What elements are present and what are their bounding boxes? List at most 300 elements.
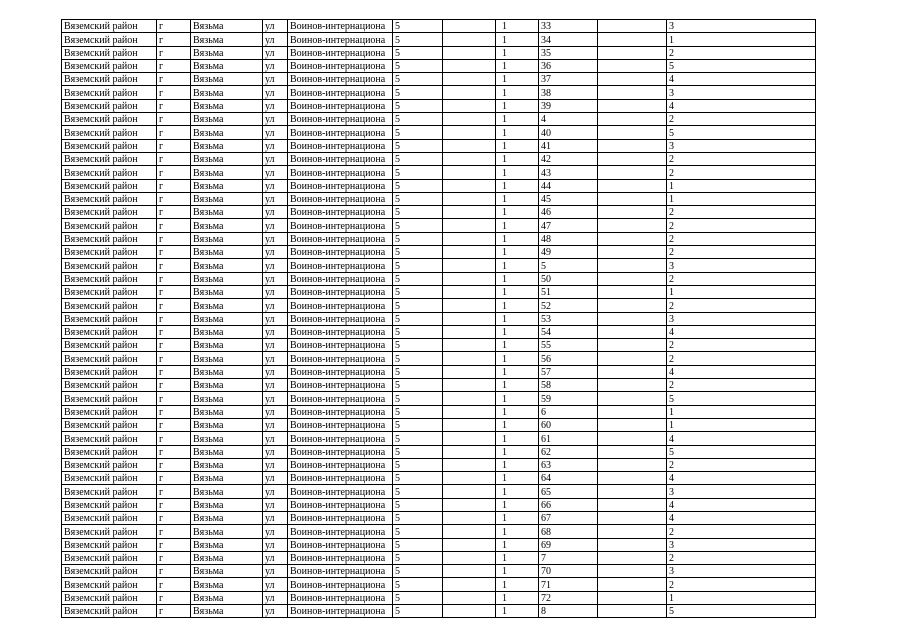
cell-city: Вязьма — [191, 259, 263, 272]
cell-col7 — [443, 432, 496, 445]
cell-col7 — [443, 525, 496, 538]
cell-house: 41 — [539, 139, 598, 152]
cell-city-type: г — [157, 285, 191, 298]
cell-street: Воинов-интернациона — [288, 498, 393, 511]
cell-value: 1 — [667, 285, 816, 298]
cell-col8: 1 — [496, 525, 539, 538]
cell-city-type: г — [157, 179, 191, 192]
cell-col10 — [598, 113, 667, 126]
cell-city: Вязьма — [191, 365, 263, 378]
cell-value: 3 — [667, 86, 816, 99]
cell-city-type: г — [157, 246, 191, 259]
cell-col10 — [598, 192, 667, 205]
cell-col7 — [443, 59, 496, 72]
cell-house: 64 — [539, 472, 598, 485]
cell-col10 — [598, 565, 667, 578]
table-row — [62, 299, 816, 312]
cell-col6: 5 — [393, 179, 443, 192]
cell-col6: 5 — [393, 192, 443, 205]
cell-col7 — [443, 179, 496, 192]
cell-col10 — [598, 73, 667, 86]
cell-col7 — [443, 605, 496, 618]
cell-col6: 5 — [393, 299, 443, 312]
cell-col7 — [443, 339, 496, 352]
cell-street: Воинов-интернациона — [288, 578, 393, 591]
cell-city: Вязьма — [191, 551, 263, 564]
cell-col10 — [598, 365, 667, 378]
cell-value: 2 — [667, 379, 816, 392]
cell-district: Вяземский район — [62, 565, 157, 578]
cell-value: 3 — [667, 139, 816, 152]
cell-city-type: г — [157, 379, 191, 392]
cell-col8: 1 — [496, 259, 539, 272]
cell-col10 — [598, 126, 667, 139]
cell-street: Воинов-интернациона — [288, 272, 393, 285]
cell-street-type: ул — [263, 339, 288, 352]
cell-value: 2 — [667, 46, 816, 59]
cell-district: Вяземский район — [62, 591, 157, 604]
cell-value: 1 — [667, 192, 816, 205]
cell-col6: 5 — [393, 565, 443, 578]
cell-col6: 5 — [393, 551, 443, 564]
cell-col7 — [443, 365, 496, 378]
cell-street-type: ул — [263, 246, 288, 259]
cell-city-type: г — [157, 511, 191, 524]
cell-city: Вязьма — [191, 192, 263, 205]
cell-col6: 5 — [393, 246, 443, 259]
table-row — [62, 472, 816, 485]
cell-street: Воинов-интернациона — [288, 525, 393, 538]
cell-col6: 5 — [393, 445, 443, 458]
cell-city-type: г — [157, 20, 191, 33]
cell-col6: 5 — [393, 458, 443, 471]
cell-col8: 1 — [496, 445, 539, 458]
table-row — [62, 312, 816, 325]
cell-value: 2 — [667, 525, 816, 538]
cell-city: Вязьма — [191, 578, 263, 591]
cell-col6: 5 — [393, 578, 443, 591]
cell-house: 38 — [539, 86, 598, 99]
cell-value: 1 — [667, 33, 816, 46]
cell-house: 69 — [539, 538, 598, 551]
cell-col10 — [598, 20, 667, 33]
cell-col10 — [598, 46, 667, 59]
cell-street: Воинов-интернациона — [288, 99, 393, 112]
cell-district: Вяземский район — [62, 525, 157, 538]
cell-col7 — [443, 99, 496, 112]
cell-street-type: ул — [263, 46, 288, 59]
cell-col10 — [598, 485, 667, 498]
cell-city-type: г — [157, 192, 191, 205]
cell-city-type: г — [157, 46, 191, 59]
cell-house: 7 — [539, 551, 598, 564]
cell-house: 57 — [539, 365, 598, 378]
cell-col8: 1 — [496, 472, 539, 485]
cell-col8: 1 — [496, 485, 539, 498]
cell-col6: 5 — [393, 206, 443, 219]
cell-city: Вязьма — [191, 206, 263, 219]
cell-col8: 1 — [496, 192, 539, 205]
cell-city: Вязьма — [191, 445, 263, 458]
cell-district: Вяземский район — [62, 511, 157, 524]
cell-col8: 1 — [496, 605, 539, 618]
cell-value: 1 — [667, 591, 816, 604]
cell-col6: 5 — [393, 365, 443, 378]
table-row — [62, 365, 816, 378]
cell-col7 — [443, 73, 496, 86]
cell-street-type: ул — [263, 418, 288, 431]
cell-district: Вяземский район — [62, 445, 157, 458]
cell-city-type: г — [157, 259, 191, 272]
cell-city-type: г — [157, 445, 191, 458]
cell-city: Вязьма — [191, 219, 263, 232]
cell-city-type: г — [157, 432, 191, 445]
cell-value: 2 — [667, 339, 816, 352]
cell-district: Вяземский район — [62, 605, 157, 618]
cell-col10 — [598, 445, 667, 458]
cell-col8: 1 — [496, 299, 539, 312]
table-row — [62, 432, 816, 445]
cell-city: Вязьма — [191, 246, 263, 259]
cell-house: 46 — [539, 206, 598, 219]
cell-city-type: г — [157, 392, 191, 405]
cell-col7 — [443, 352, 496, 365]
cell-district: Вяземский район — [62, 59, 157, 72]
cell-col7 — [443, 458, 496, 471]
cell-street: Воинов-интернациона — [288, 405, 393, 418]
cell-city: Вязьма — [191, 166, 263, 179]
cell-city-type: г — [157, 59, 191, 72]
cell-city-type: г — [157, 605, 191, 618]
cell-value: 2 — [667, 113, 816, 126]
cell-col7 — [443, 206, 496, 219]
cell-house: 36 — [539, 59, 598, 72]
table-row — [62, 232, 816, 245]
table-row — [62, 206, 816, 219]
cell-value: 2 — [667, 166, 816, 179]
table-row — [62, 525, 816, 538]
cell-district: Вяземский район — [62, 33, 157, 46]
cell-col10 — [598, 219, 667, 232]
cell-street-type: ул — [263, 312, 288, 325]
cell-col7 — [443, 232, 496, 245]
cell-street: Воинов-интернациона — [288, 485, 393, 498]
cell-city: Вязьма — [191, 418, 263, 431]
cell-col10 — [598, 392, 667, 405]
cell-district: Вяземский район — [62, 485, 157, 498]
cell-city-type: г — [157, 99, 191, 112]
cell-col7 — [443, 538, 496, 551]
cell-value: 5 — [667, 392, 816, 405]
cell-house: 50 — [539, 272, 598, 285]
cell-district: Вяземский район — [62, 325, 157, 338]
cell-city: Вязьма — [191, 299, 263, 312]
cell-district: Вяземский район — [62, 192, 157, 205]
cell-city: Вязьма — [191, 152, 263, 165]
cell-street-type: ул — [263, 591, 288, 604]
table-row — [62, 418, 816, 431]
cell-col7 — [443, 285, 496, 298]
cell-street-type: ул — [263, 232, 288, 245]
cell-col8: 1 — [496, 458, 539, 471]
cell-col10 — [598, 458, 667, 471]
cell-col10 — [598, 472, 667, 485]
cell-col7 — [443, 139, 496, 152]
cell-col7 — [443, 445, 496, 458]
cell-value: 3 — [667, 312, 816, 325]
cell-house: 71 — [539, 578, 598, 591]
cell-col8: 1 — [496, 432, 539, 445]
cell-street: Воинов-интернациона — [288, 418, 393, 431]
table-row — [62, 392, 816, 405]
cell-street-type: ул — [263, 285, 288, 298]
cell-street: Воинов-интернациона — [288, 192, 393, 205]
cell-col6: 5 — [393, 46, 443, 59]
cell-col7 — [443, 46, 496, 59]
cell-city: Вязьма — [191, 405, 263, 418]
table-row — [62, 73, 816, 86]
cell-district: Вяземский район — [62, 20, 157, 33]
table-row — [62, 538, 816, 551]
cell-col7 — [443, 192, 496, 205]
cell-value: 2 — [667, 152, 816, 165]
cell-city: Вязьма — [191, 432, 263, 445]
cell-district: Вяземский район — [62, 312, 157, 325]
cell-city-type: г — [157, 139, 191, 152]
cell-house: 43 — [539, 166, 598, 179]
cell-col7 — [443, 405, 496, 418]
cell-col10 — [598, 525, 667, 538]
cell-col10 — [598, 418, 667, 431]
cell-col8: 1 — [496, 33, 539, 46]
cell-col7 — [443, 246, 496, 259]
cell-house: 5 — [539, 259, 598, 272]
table-row — [62, 259, 816, 272]
cell-city-type: г — [157, 565, 191, 578]
table-row — [62, 59, 816, 72]
cell-house: 40 — [539, 126, 598, 139]
cell-city: Вязьма — [191, 126, 263, 139]
cell-district: Вяземский район — [62, 418, 157, 431]
cell-district: Вяземский район — [62, 432, 157, 445]
cell-city-type: г — [157, 578, 191, 591]
cell-col6: 5 — [393, 325, 443, 338]
cell-city: Вязьма — [191, 46, 263, 59]
cell-col6: 5 — [393, 86, 443, 99]
cell-col6: 5 — [393, 392, 443, 405]
table-row — [62, 445, 816, 458]
cell-street: Воинов-интернациона — [288, 285, 393, 298]
cell-house: 63 — [539, 458, 598, 471]
cell-col6: 5 — [393, 113, 443, 126]
table-row — [62, 219, 816, 232]
cell-street-type: ул — [263, 166, 288, 179]
cell-street-type: ул — [263, 405, 288, 418]
cell-value: 2 — [667, 458, 816, 471]
table-row — [62, 192, 816, 205]
cell-city-type: г — [157, 339, 191, 352]
cell-col10 — [598, 299, 667, 312]
cell-house: 34 — [539, 33, 598, 46]
cell-value: 4 — [667, 432, 816, 445]
table-row — [62, 126, 816, 139]
cell-street-type: ул — [263, 445, 288, 458]
cell-value: 4 — [667, 73, 816, 86]
cell-city-type: г — [157, 126, 191, 139]
cell-col8: 1 — [496, 538, 539, 551]
cell-street: Воинов-интернациона — [288, 206, 393, 219]
cell-col6: 5 — [393, 139, 443, 152]
cell-city-type: г — [157, 591, 191, 604]
cell-col7 — [443, 578, 496, 591]
table-row — [62, 285, 816, 298]
cell-city-type: г — [157, 352, 191, 365]
cell-street-type: ул — [263, 365, 288, 378]
cell-street-type: ул — [263, 551, 288, 564]
cell-district: Вяземский район — [62, 46, 157, 59]
cell-col8: 1 — [496, 405, 539, 418]
cell-col10 — [598, 206, 667, 219]
cell-col7 — [443, 325, 496, 338]
cell-street-type: ул — [263, 86, 288, 99]
cell-col10 — [598, 551, 667, 564]
cell-street-type: ул — [263, 272, 288, 285]
cell-house: 33 — [539, 20, 598, 33]
cell-value: 4 — [667, 365, 816, 378]
cell-col10 — [598, 99, 667, 112]
table-row — [62, 20, 816, 33]
cell-city-type: г — [157, 551, 191, 564]
cell-col10 — [598, 179, 667, 192]
cell-col7 — [443, 272, 496, 285]
cell-col8: 1 — [496, 511, 539, 524]
cell-house: 8 — [539, 605, 598, 618]
cell-col6: 5 — [393, 312, 443, 325]
cell-street: Воинов-интернациона — [288, 472, 393, 485]
cell-city-type: г — [157, 485, 191, 498]
cell-street: Воинов-интернациона — [288, 232, 393, 245]
cell-col8: 1 — [496, 20, 539, 33]
table-row — [62, 578, 816, 591]
cell-col7 — [443, 219, 496, 232]
cell-city-type: г — [157, 405, 191, 418]
cell-value: 5 — [667, 126, 816, 139]
cell-street-type: ул — [263, 20, 288, 33]
cell-col6: 5 — [393, 525, 443, 538]
cell-city: Вязьма — [191, 325, 263, 338]
cell-col8: 1 — [496, 46, 539, 59]
cell-col6: 5 — [393, 152, 443, 165]
cell-col7 — [443, 565, 496, 578]
table-row — [62, 99, 816, 112]
cell-street: Воинов-интернациона — [288, 339, 393, 352]
cell-city-type: г — [157, 113, 191, 126]
cell-street: Воинов-интернациона — [288, 551, 393, 564]
cell-col8: 1 — [496, 206, 539, 219]
cell-col7 — [443, 472, 496, 485]
cell-col6: 5 — [393, 405, 443, 418]
cell-district: Вяземский район — [62, 392, 157, 405]
cell-value: 4 — [667, 325, 816, 338]
cell-city-type: г — [157, 325, 191, 338]
cell-street-type: ул — [263, 179, 288, 192]
cell-district: Вяземский район — [62, 152, 157, 165]
cell-city-type: г — [157, 312, 191, 325]
cell-value: 2 — [667, 299, 816, 312]
cell-house: 72 — [539, 591, 598, 604]
cell-col8: 1 — [496, 139, 539, 152]
cell-street-type: ул — [263, 578, 288, 591]
cell-street-type: ул — [263, 379, 288, 392]
cell-city-type: г — [157, 458, 191, 471]
cell-col7 — [443, 166, 496, 179]
cell-col8: 1 — [496, 352, 539, 365]
cell-district: Вяземский район — [62, 379, 157, 392]
cell-city: Вязьма — [191, 312, 263, 325]
cell-street-type: ул — [263, 99, 288, 112]
cell-house: 45 — [539, 192, 598, 205]
cell-city: Вязьма — [191, 591, 263, 604]
cell-col10 — [598, 272, 667, 285]
cell-street-type: ул — [263, 59, 288, 72]
cell-district: Вяземский район — [62, 458, 157, 471]
cell-house: 54 — [539, 325, 598, 338]
cell-value: 1 — [667, 179, 816, 192]
cell-col6: 5 — [393, 485, 443, 498]
cell-col7 — [443, 312, 496, 325]
cell-city-type: г — [157, 219, 191, 232]
cell-col7 — [443, 551, 496, 564]
table-row — [62, 458, 816, 471]
cell-street-type: ул — [263, 498, 288, 511]
cell-col10 — [598, 405, 667, 418]
cell-col10 — [598, 498, 667, 511]
cell-district: Вяземский район — [62, 166, 157, 179]
cell-house: 66 — [539, 498, 598, 511]
cell-street-type: ул — [263, 126, 288, 139]
table-row — [62, 33, 816, 46]
table-row — [62, 113, 816, 126]
cell-city: Вязьма — [191, 525, 263, 538]
cell-col7 — [443, 259, 496, 272]
cell-city: Вязьма — [191, 511, 263, 524]
cell-street-type: ул — [263, 325, 288, 338]
cell-street: Воинов-интернациона — [288, 113, 393, 126]
cell-city: Вязьма — [191, 352, 263, 365]
cell-col8: 1 — [496, 365, 539, 378]
cell-col7 — [443, 418, 496, 431]
cell-house: 55 — [539, 339, 598, 352]
cell-city-type: г — [157, 418, 191, 431]
cell-col7 — [443, 498, 496, 511]
cell-street-type: ул — [263, 192, 288, 205]
cell-col10 — [598, 432, 667, 445]
cell-street: Воинов-интернациона — [288, 365, 393, 378]
cell-col10 — [598, 86, 667, 99]
cell-city: Вязьма — [191, 485, 263, 498]
cell-col8: 1 — [496, 59, 539, 72]
cell-value: 2 — [667, 578, 816, 591]
cell-value: 2 — [667, 219, 816, 232]
cell-col6: 5 — [393, 591, 443, 604]
cell-street-type: ул — [263, 73, 288, 86]
cell-house: 6 — [539, 405, 598, 418]
cell-col6: 5 — [393, 166, 443, 179]
cell-value: 4 — [667, 472, 816, 485]
cell-city: Вязьма — [191, 458, 263, 471]
cell-col8: 1 — [496, 272, 539, 285]
cell-street-type: ул — [263, 485, 288, 498]
